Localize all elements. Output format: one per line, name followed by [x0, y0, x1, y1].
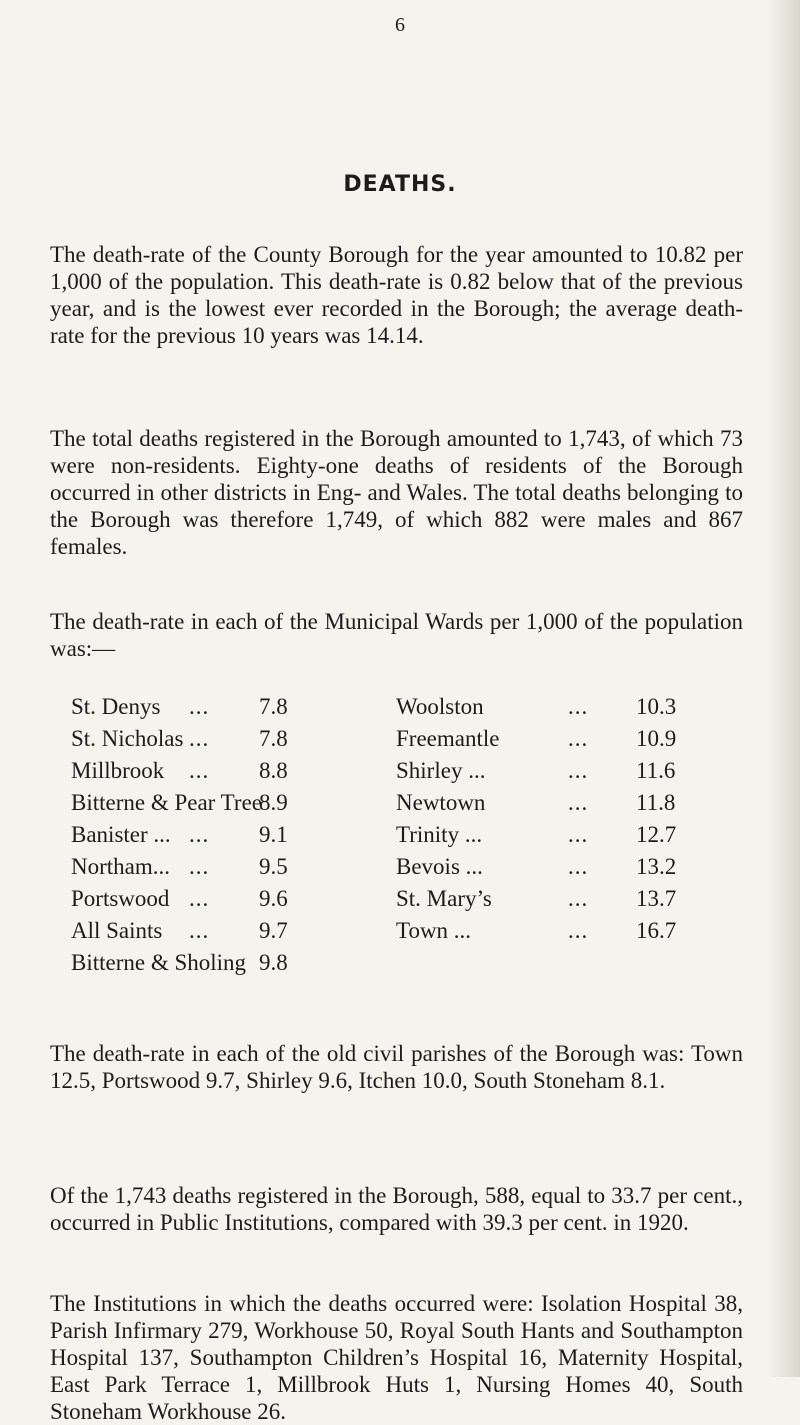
ward-rate: 8.9	[259, 790, 288, 815]
dot-leader: ...	[189, 726, 210, 751]
ward-rate: 9.1	[259, 822, 288, 847]
page-edge-shadow	[766, 0, 800, 1377]
dot-leader: ...	[568, 694, 589, 719]
dot-leader: ...	[189, 822, 210, 847]
ward-name: Shirley ...	[396, 758, 486, 783]
table-row	[71, 758, 741, 790]
ward-name: Portswood	[71, 886, 170, 911]
ward-death-rate-table	[71, 694, 741, 982]
page-number: 6	[395, 14, 405, 36]
dot-leader: ...	[568, 822, 589, 847]
table-row	[71, 886, 741, 918]
dot-leader: ...	[568, 854, 589, 879]
ward-name: St. Nicholas	[71, 726, 184, 751]
dot-leader: ...	[189, 886, 210, 911]
ward-rate: 7.8	[259, 726, 288, 751]
paragraph-ward-intro: The death-rate in each of the Municipal Wards per 1,000 of the population was:—	[50, 609, 743, 661]
ward-rate: 16.7	[636, 918, 677, 943]
ward-name: St. Mary’s	[396, 886, 492, 911]
ward-name: Bitterne & Sholing	[71, 950, 247, 975]
ward-name: Woolston	[396, 694, 484, 719]
paragraph-public-institutions: Of the 1,743 deaths registered in the Borough, 588, equal to 33.7 per cent., occurred in Public Institutions, compared with 39.3 per cent. in 1920.	[50, 1183, 743, 1235]
ward-rate: 10.3	[636, 694, 677, 719]
ward-name: Freemantle	[396, 726, 500, 751]
paragraph-death-rate: The death-rate of the County Borough for the year amounted to 10.82 per 1,000 of the population. This death-rate is 0.82 below that of the previous year, and is the lowest ever recorded in the Borough; the average death-rate for the previous 10 years was 14.14.	[50, 242, 743, 348]
ward-name: Bitterne & Pear Tree	[71, 790, 262, 815]
ward-name: Trinity ...	[396, 822, 483, 847]
dot-leader: ...	[568, 758, 589, 783]
table-row	[71, 950, 741, 982]
ward-name: Millbrook	[71, 758, 165, 783]
ward-name: All Saints	[71, 918, 163, 943]
paragraph-total-deaths: The total deaths registered in the Borough amounted to 1,743, of which 73 were non-residents. Eighty-one deaths of residents of the Borough occurred in other districts in Eng- and Wales. The total deaths belonging to the Borough was therefore 1,749, of which 882 were males and 867 females.	[50, 426, 743, 559]
dot-leader: ...	[568, 790, 589, 815]
section-heading: DEATHS.	[343, 172, 457, 197]
table-row	[71, 790, 741, 822]
ward-rate: 11.6	[636, 758, 676, 783]
paragraph-institutions-list: The Institutions in which the deaths occurred were: Isolation Hospital 38, Parish Infirmary 279, Workhouse 50, Royal South Hants and Southampton Hospital 137, Southampton Children’s Hospital 16, Maternity Hospital, East Park Terrace 1, Millbrook Huts 1, Nursing Homes 40, South Stoneham Workhouse 26.	[50, 1291, 743, 1424]
dot-leader: ...	[568, 886, 589, 911]
dot-leader: ...	[189, 758, 210, 783]
table-row	[71, 694, 741, 726]
dot-leader: ...	[189, 918, 210, 943]
ward-rate: 9.8	[259, 950, 288, 975]
dot-leader: ...	[568, 918, 589, 943]
table-row	[71, 726, 741, 758]
ward-rate: 12.7	[636, 822, 677, 847]
ward-rate: 13.7	[636, 886, 677, 911]
dot-leader: ...	[189, 854, 210, 879]
table-row	[71, 822, 741, 854]
ward-rate: 11.8	[636, 790, 676, 815]
ward-rate: 10.9	[636, 726, 677, 751]
ward-name: Banister ...	[71, 822, 171, 847]
ward-rate: 13.2	[636, 854, 677, 879]
table-row	[71, 854, 741, 886]
ward-name: Town ...	[396, 918, 472, 943]
ward-name: St. Denys	[71, 694, 161, 719]
ward-rate: 9.6	[259, 886, 288, 911]
dot-leader: ...	[189, 694, 210, 719]
ward-name: Northam...	[71, 854, 171, 879]
dot-leader: ...	[568, 726, 589, 751]
ward-name: Newtown	[396, 790, 486, 815]
ward-rate: 7.8	[259, 694, 288, 719]
ward-rate: 8.8	[259, 758, 288, 783]
ward-rate: 9.7	[259, 918, 288, 943]
ward-rate: 9.5	[259, 854, 288, 879]
ward-name: Bevois ...	[396, 854, 483, 879]
paragraph-civil-parishes: The death-rate in each of the old civil parishes of the Borough was: Town 12.5, Portswood 9.7, Shirley 9.6, Itchen 10.0, South Stoneham 8.1.	[50, 1041, 743, 1093]
table-row	[71, 918, 741, 950]
